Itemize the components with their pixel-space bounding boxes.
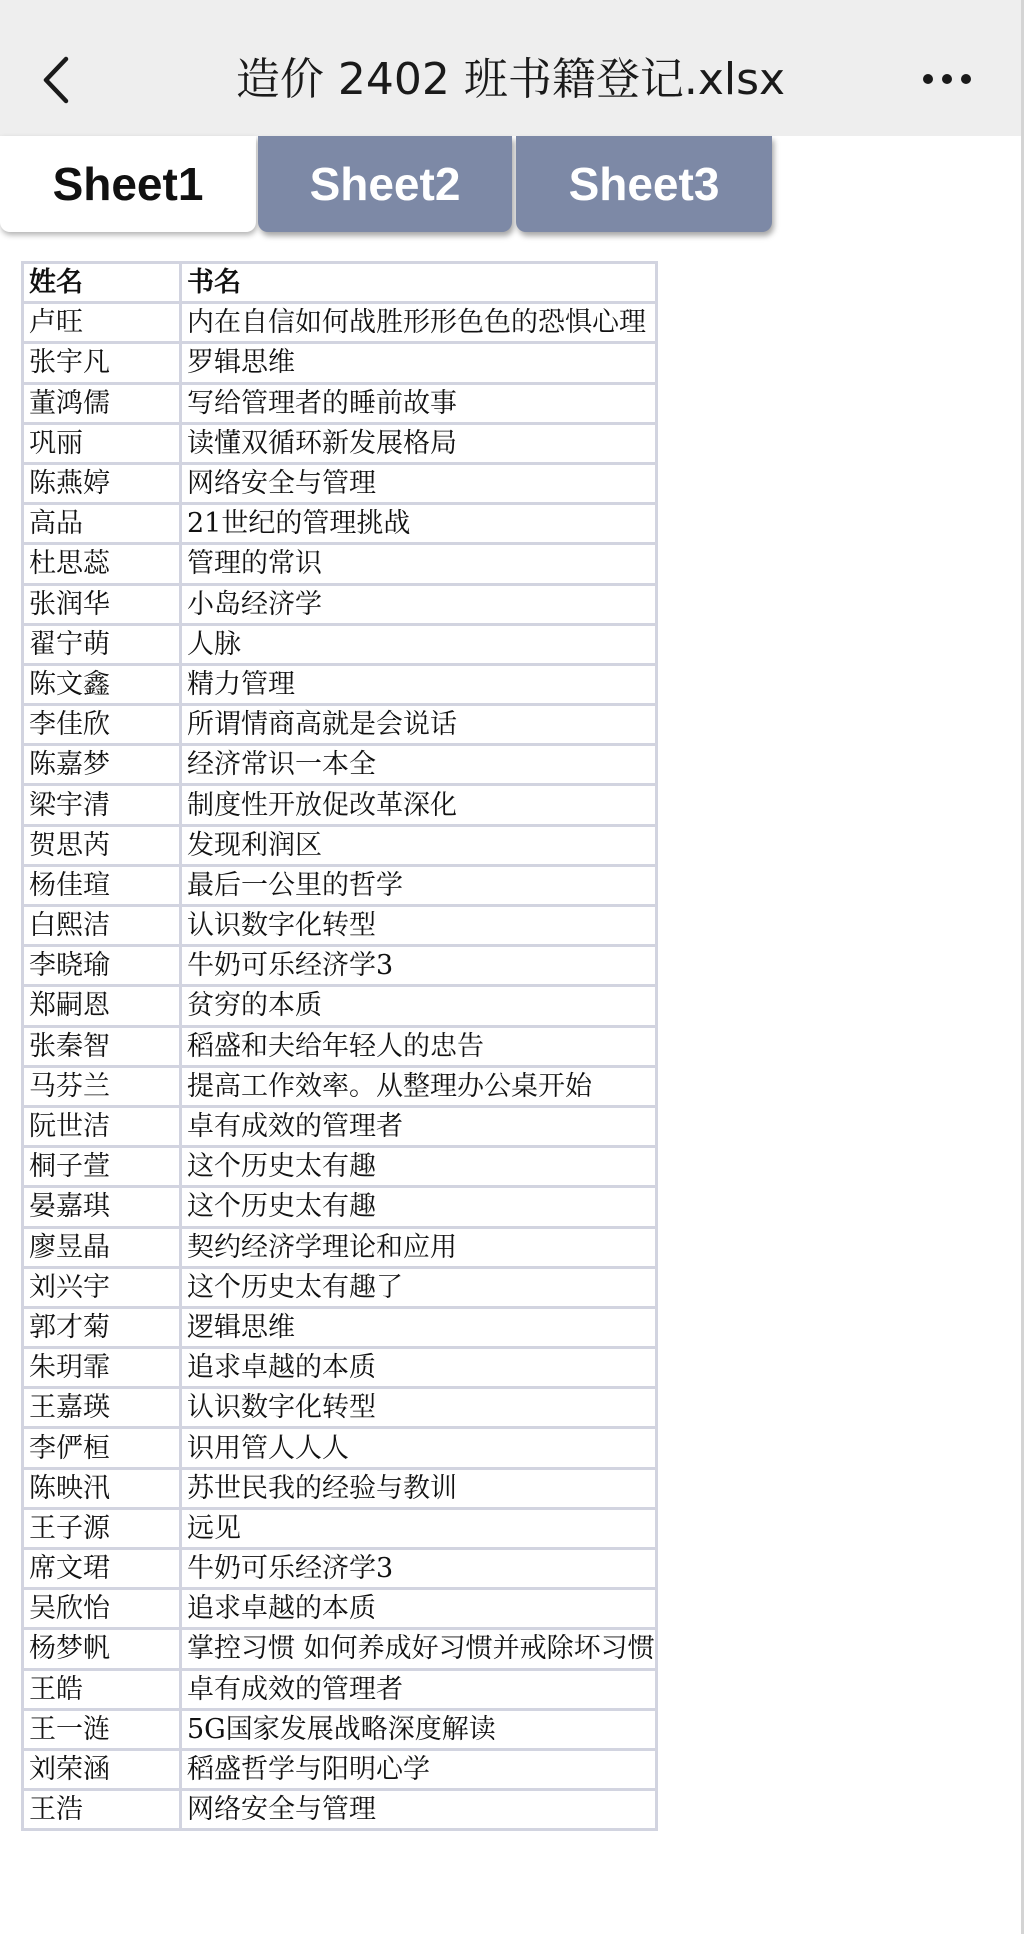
table-row: [23, 705, 657, 745]
cell-book-title[interactable]: 追求卓越的本质: [181, 1348, 657, 1388]
cell-book-title[interactable]: 发现利润区: [181, 825, 657, 865]
table-row: [23, 1749, 657, 1789]
cell-book-title[interactable]: 识用管人人人: [181, 1428, 657, 1468]
cell-book-title[interactable]: 内在自信如何战胜形形色色的恐惧心理: [181, 303, 657, 343]
document-title: 造价 2402 班书籍登记.xlsx: [235, 54, 786, 105]
cell-book-title[interactable]: 远见: [181, 1508, 657, 1548]
cell-name[interactable]: 吴欣怡: [23, 1589, 181, 1629]
cell-name[interactable]: 张润华: [23, 584, 181, 624]
cell-book-title[interactable]: 卓有成效的管理者: [181, 1106, 657, 1146]
table-row: [23, 1348, 657, 1388]
cell-book-title[interactable]: 最后一公里的哲学: [181, 865, 657, 905]
table-row: [23, 664, 657, 704]
cell-book-title[interactable]: 稻盛哲学与阳明心学: [181, 1749, 657, 1789]
table-row: [23, 1066, 657, 1106]
table-row: [23, 745, 657, 785]
cell-name[interactable]: 陈嘉梦: [23, 745, 181, 785]
table-row: [23, 1187, 657, 1227]
cell-book-title[interactable]: 小岛经济学: [181, 584, 657, 624]
cell-book-title[interactable]: 精力管理: [181, 664, 657, 704]
cell-name[interactable]: 贺思芮: [23, 825, 181, 865]
cell-name[interactable]: 杨梦帆: [23, 1629, 181, 1669]
cell-book-title[interactable]: 这个历史太有趣: [181, 1147, 657, 1187]
cell-book-title[interactable]: 牛奶可乐经济学3: [181, 946, 657, 986]
cell-name[interactable]: 郭才菊: [23, 1307, 181, 1347]
table-row: [23, 1629, 657, 1669]
cell-name[interactable]: 王浩: [23, 1790, 181, 1830]
cell-book-title[interactable]: 认识数字化转型: [181, 906, 657, 946]
cell-name[interactable]: 阮世洁: [23, 1106, 181, 1146]
cell-name[interactable]: 杜思蕊: [23, 544, 181, 584]
cell-book-title[interactable]: 经济常识一本全: [181, 745, 657, 785]
table-row: [23, 343, 657, 383]
cell-book-title[interactable]: 掌控习惯 如何养成好习惯并戒除坏习惯: [181, 1629, 657, 1669]
table-row: [23, 544, 657, 584]
cell-book-title[interactable]: 管理的常识: [181, 544, 657, 584]
cell-book-title[interactable]: 认识数字化转型: [181, 1388, 657, 1428]
tab-sheet2[interactable]: Sheet2: [258, 136, 512, 232]
cell-book-title[interactable]: 人脉: [181, 624, 657, 664]
cell-book-title[interactable]: 逻辑思维: [181, 1307, 657, 1347]
table-row: [23, 1790, 657, 1830]
cell-name[interactable]: 陈燕婷: [23, 463, 181, 503]
table-row: [23, 463, 657, 503]
cell-book-title[interactable]: 读懂双循环新发展格局: [181, 423, 657, 463]
table-row: [23, 1307, 657, 1347]
cell-book-title[interactable]: 网络安全与管理: [181, 463, 657, 503]
cell-book-title[interactable]: 稻盛和夫给年轻人的忠告: [181, 1026, 657, 1066]
cell-name[interactable]: 王一涟: [23, 1709, 181, 1749]
cell-book-title[interactable]: 这个历史太有趣: [181, 1187, 657, 1227]
tab-sheet1[interactable]: Sheet1: [0, 136, 256, 232]
cell-name[interactable]: 朱玥霏: [23, 1348, 181, 1388]
table-row: [23, 825, 657, 865]
table-row: [23, 1669, 657, 1709]
cell-book-title[interactable]: 5G国家发展战略深度解读: [181, 1709, 657, 1749]
more-options-button[interactable]: [912, 54, 982, 104]
table-row: [23, 584, 657, 624]
cell-name[interactable]: 陈映汛: [23, 1468, 181, 1508]
cell-book-title[interactable]: 这个历史太有趣了: [181, 1267, 657, 1307]
table-row: [23, 423, 657, 463]
table-row: [23, 624, 657, 664]
sheet-tabs: [0, 136, 790, 234]
cell-name[interactable]: 席文珺: [23, 1549, 181, 1589]
cell-name[interactable]: 桐子萱: [23, 1147, 181, 1187]
cell-book-title[interactable]: 网络安全与管理: [181, 1790, 657, 1830]
table-row: [23, 1508, 657, 1548]
table-row: [23, 1468, 657, 1508]
cell-name[interactable]: 董鸿儒: [23, 383, 181, 423]
tab-sheet3[interactable]: Sheet3: [516, 136, 772, 232]
table-row: [23, 1026, 657, 1066]
sheet-grid: [21, 261, 658, 1831]
cell-book-title[interactable]: 写给管理者的睡前故事: [181, 383, 657, 423]
cell-name[interactable]: 张宇凡: [23, 343, 181, 383]
cell-name[interactable]: 马芬兰: [23, 1066, 181, 1106]
table-row: [23, 1267, 657, 1307]
cell-name[interactable]: 陈文鑫: [23, 664, 181, 704]
chevron-left-icon: [41, 56, 71, 104]
cell-book-title[interactable]: 所谓情商高就是会说话: [181, 705, 657, 745]
data-table: [21, 261, 658, 1831]
cell-name[interactable]: 卢旺: [23, 303, 181, 343]
cell-name[interactable]: 李俨桓: [23, 1428, 181, 1468]
cell-book-title[interactable]: 罗辑思维: [181, 343, 657, 383]
cell-name[interactable]: 张秦智: [23, 1026, 181, 1066]
table-row: [23, 1589, 657, 1629]
cell-name[interactable]: 高品: [23, 504, 181, 544]
cell-book-title[interactable]: 21世纪的管理挑战: [181, 504, 657, 544]
table-row: [23, 504, 657, 544]
cell-name[interactable]: 王皓: [23, 1669, 181, 1709]
table-row: [23, 906, 657, 946]
top-bar: [0, 0, 1021, 136]
cell-name[interactable]: 翟宁萌: [23, 624, 181, 664]
cell-book-title[interactable]: 制度性开放促改革深化: [181, 785, 657, 825]
table-row: [23, 1549, 657, 1589]
cell-name[interactable]: 王嘉瑛: [23, 1388, 181, 1428]
table-row: [23, 1106, 657, 1146]
table-row: [23, 1428, 657, 1468]
table-row: [23, 1147, 657, 1187]
table-row: [23, 383, 657, 423]
cell-name[interactable]: 李晓瑜: [23, 946, 181, 986]
table-row: [23, 1227, 657, 1267]
table-row: [23, 1388, 657, 1428]
cell-name[interactable]: 王子源: [23, 1508, 181, 1548]
table-row: [23, 785, 657, 825]
table-row: [23, 946, 657, 986]
cell-name[interactable]: 巩丽: [23, 423, 181, 463]
cell-name[interactable]: 刘兴宇: [23, 1267, 181, 1307]
table-row: [23, 1709, 657, 1749]
cell-book-title[interactable]: 贫穷的本质: [181, 986, 657, 1026]
cell-name[interactable]: 刘荣涵: [23, 1749, 181, 1789]
cell-book-title[interactable]: 提高工作效率。从整理办公桌开始: [181, 1066, 657, 1106]
more-horizontal-icon: [922, 72, 972, 86]
cell-book-title[interactable]: 卓有成效的管理者: [181, 1669, 657, 1709]
column-header-book[interactable]: 书名: [181, 263, 657, 303]
column-header-name[interactable]: 姓名: [23, 263, 181, 303]
cell-name[interactable]: 李佳欣: [23, 705, 181, 745]
cell-book-title[interactable]: 契约经济学理论和应用: [181, 1227, 657, 1267]
table-row: [23, 986, 657, 1026]
cell-book-title[interactable]: 牛奶可乐经济学3: [181, 1549, 657, 1589]
cell-book-title[interactable]: 苏世民我的经验与教训: [181, 1468, 657, 1508]
table-row: [23, 303, 657, 343]
cell-book-title[interactable]: 追求卓越的本质: [181, 1589, 657, 1629]
cell-name[interactable]: 廖昱晶: [23, 1227, 181, 1267]
table-row: [23, 865, 657, 905]
cell-name[interactable]: 晏嘉琪: [23, 1187, 181, 1227]
back-button[interactable]: [30, 44, 82, 116]
cell-name[interactable]: 白熙洁: [23, 906, 181, 946]
cell-name[interactable]: 郑嗣恩: [23, 986, 181, 1026]
header-row: [23, 263, 657, 303]
cell-name[interactable]: 杨佳瑄: [23, 865, 181, 905]
cell-name[interactable]: 梁宇清: [23, 785, 181, 825]
